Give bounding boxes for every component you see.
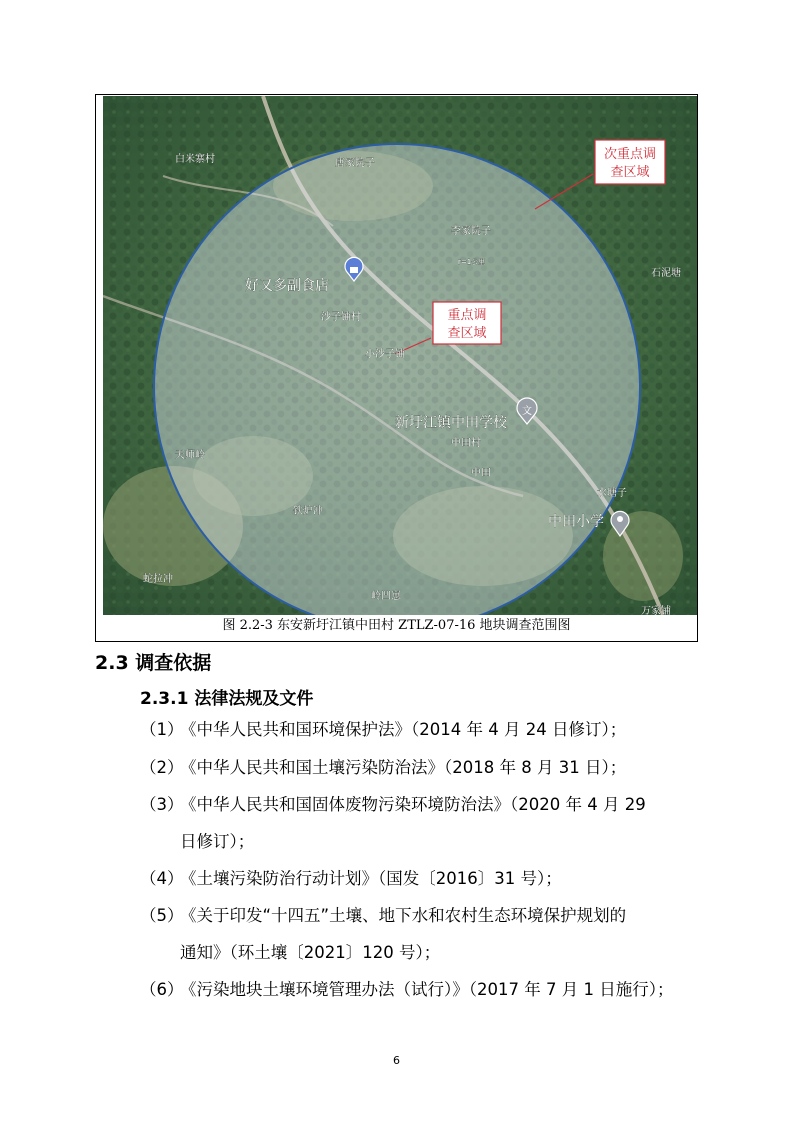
label-baimizhai: 白米寨村 [175, 154, 215, 165]
page-number: 6 [393, 1054, 400, 1067]
label-zhongtian-village: 中田村 [451, 438, 481, 449]
secondary-zone-callout [595, 140, 665, 184]
list-item-continuation: 通知》（环土壤〔2021〕120 号）； [180, 943, 441, 962]
list-item: （3）《中华人民共和国固体废物污染环境防治法》（2020 年 4 月 29 [140, 795, 646, 814]
label-scale: r=1公里 [458, 258, 486, 266]
label-xiaoshazipu: 小沙子铺 [365, 349, 405, 360]
callout-secondary-line2: 查区域 [610, 165, 650, 180]
callout-secondary-line1: 次重点调 [603, 147, 657, 162]
primary-zone-callout [433, 302, 501, 344]
label-tianshiling: 天师岭 [175, 450, 205, 461]
label-tangjia: 唐家院子 [335, 158, 375, 169]
svg-text:文: 文 [522, 406, 532, 417]
label-shelachong: 蛇拉冲 [143, 574, 173, 585]
survey-range-circle [154, 144, 640, 615]
label-shuitangzi: 水塘子 [597, 488, 627, 499]
label-lijia: 李家院子 [451, 226, 491, 237]
list-item: （2）《中华人民共和国土壤污染防治法》（2018 年 8 月 31 日）； [140, 758, 627, 777]
label-haoyouduo: 好又多副食店 [245, 278, 329, 294]
section-heading: 2.3 调查依据 [95, 652, 212, 674]
label-shazipu: 沙子铺村 [321, 312, 361, 323]
label-shinitang: 石泥塘 [651, 268, 681, 279]
list-item: （4）《土壤污染防治行动计划》（国发〔2016〕31 号）； [140, 869, 562, 888]
list-item: （6）《污染地块土壤环境管理办法（试行）》（2017 年 7 月 1 日施行）； [140, 980, 674, 999]
list-item-continuation: 日修订）； [180, 832, 255, 851]
list-item: （5）《关于印发“十四五”土壤、地下水和农村生态环境保护规划的 [140, 906, 627, 925]
label-zhongtian-primary: 中田小学 [548, 514, 604, 530]
subsection-heading: 2.3.1 法律法规及文件 [140, 689, 314, 709]
label-zhongtian: 中田 [471, 468, 491, 479]
satellite-map [103, 96, 697, 615]
label-zhongtian-school: 新圩江镇中田学校 [395, 415, 507, 431]
label-tietongchong: 铁炉冲 [293, 506, 323, 517]
label-wanjiapu: 万家铺 [641, 606, 671, 615]
list-item: （1）《中华人民共和国环境保护法》（2014 年 4 月 24 日修订）； [140, 720, 627, 739]
label-lingaoshan: 岭凹崽 [371, 591, 401, 602]
figure-caption: 图 2.2-3 东安新圩江镇中田村 ZTLZ-07-16 地块调查范围图 [222, 618, 571, 633]
callout-primary-line2: 查区域 [447, 326, 487, 341]
callout-primary-line1: 重点调 [447, 308, 487, 323]
